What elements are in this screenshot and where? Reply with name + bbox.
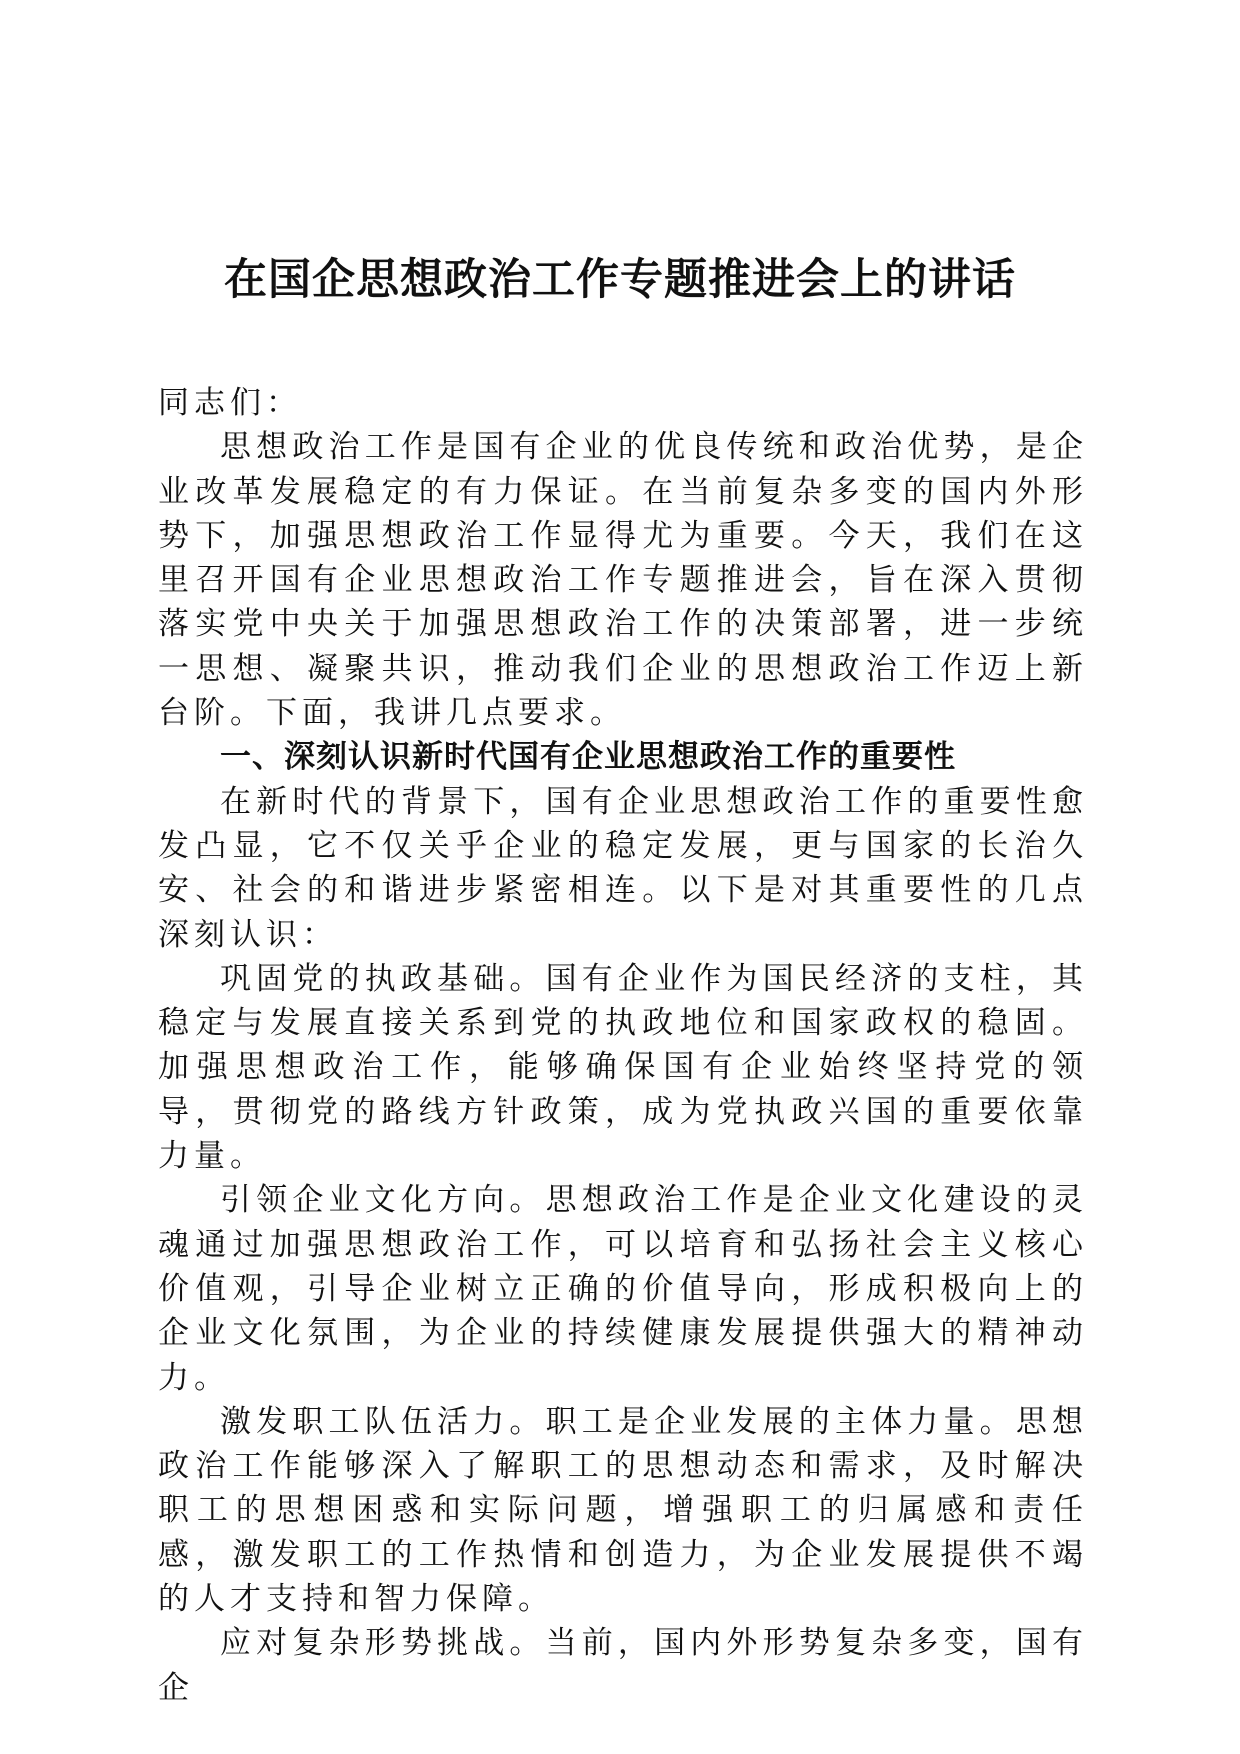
section-intro: 在新时代的背景下，国有企业思想政治工作的重要性愈发凸显，它不仅关乎企业的稳定发展，更与国家的长治久安、社会的和谐进步紧密相连。以下是对其重要性的几点深刻认识： — [158, 783, 1088, 953]
point-paragraph: 激发职工队伍活力。职工是企业发展的主体力量。思想政治工作能够深入了解职工的思想动态和需求，及时解决职工的思想困惑和实际问题，增强职工的归属感和责任感，激发职工的工作热情和创造力，为企业发展提供不竭的人才支持和智力保障。 — [158, 1403, 1088, 1618]
point-paragraph: 引领企业文化方向。思想政治工作是企业文化建设的灵魂通过加强思想政治工作，可以培育和弘扬社会主义核心价值观，引导企业树立正确的价值导向，形成积极向上的企业文化氛围，为企业的持续健康发展提供强大的精神动力。 — [158, 1182, 1088, 1396]
salutation: 同志们： — [158, 385, 302, 421]
document-title: 在国企思想政治工作专题推进会上的讲话 — [224, 255, 1016, 305]
opening-paragraph: 思想政治工作是国有企业的优良传统和政治优势，是企业改革发展稳定的有力保证。在当前复杂多变的国内外形势下，加强思想政治工作显得尤为重要。今天，我们在这里召开国有企业思想政治工作专题推进会，旨在深入贯彻落实党中央关于加强思想政治工作的决策部署，进一步统一思想、凝聚共识，推动我们企业的思想政治工作迈上新台阶。下面，我讲几点要求。 — [158, 429, 1088, 732]
section-heading: 一、深刻认识新时代国有企业思想政治工作的重要性 — [220, 739, 956, 776]
point-paragraph: 巩固党的执政基础。国有企业作为国民经济的支柱，其稳定与发展直接关系到党的执政地位和国家政权的稳固。加强思想政治工作，能够确保国有企业始终坚持党的领导，贯彻党的路线方针政策，成为党执政兴国的重要依靠力量。 — [158, 960, 1088, 1175]
document-body — [158, 381, 1088, 1710]
point-paragraph: 应对复杂形势挑战。当前，国内外形势复杂多变，国有企 — [158, 1625, 1088, 1706]
